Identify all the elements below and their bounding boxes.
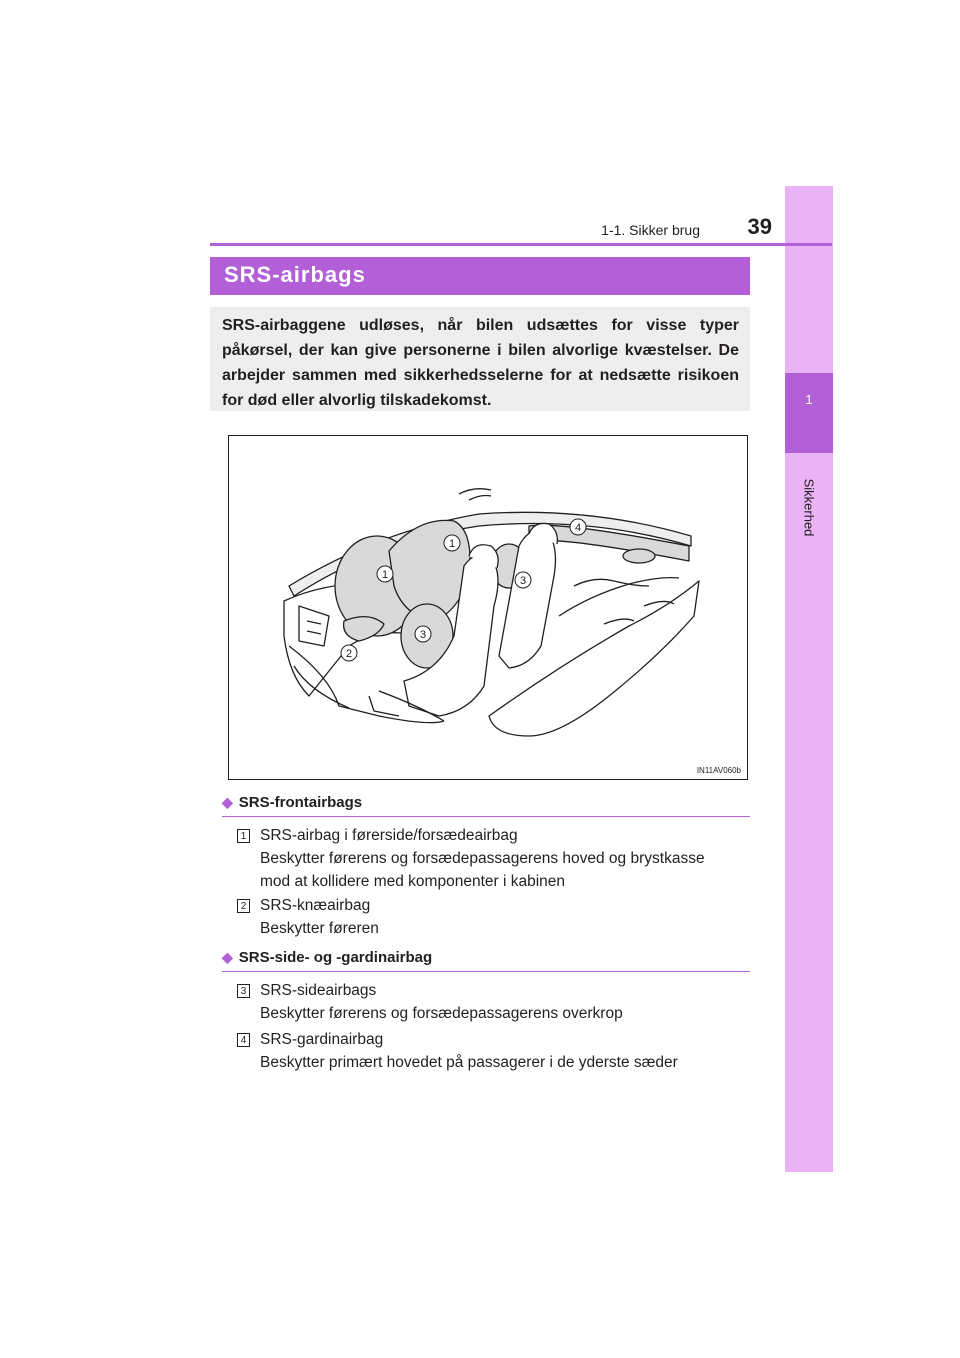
side-tab <box>785 186 833 1172</box>
intro-text: SRS-airbaggene udløses, når bilen udsættes for visse typer påkørsel, der kan give personerne i bilen alvorlige kvæstelser. De arbejder sammen med sikkerhedsselerne for at nedsætte risikoen for død eller alvorlig tilskadekomst. <box>222 317 739 409</box>
item-name: SRS-gardinairbag <box>260 1031 384 1048</box>
list-item <box>260 894 750 940</box>
item-number-box: 1 <box>237 829 250 843</box>
callout-1-passenger <box>444 535 460 551</box>
diamond-bullet-icon: ◆ <box>222 794 233 810</box>
page-number: 39 <box>747 214 772 239</box>
group-heading-side-curtain <box>222 949 432 966</box>
svg-text:3: 3 <box>419 629 427 641</box>
svg-text:1: 1 <box>448 538 456 550</box>
svg-text:4: 4 <box>574 522 582 534</box>
item-number-box: 4 <box>237 1033 250 1047</box>
list-item <box>260 1028 750 1074</box>
list-item <box>260 979 750 1025</box>
callout-4 <box>570 519 586 535</box>
item-desc: Beskytter primært hovedet på passagerer i de yderste sæder <box>260 1054 678 1071</box>
svg-text:3: 3 <box>519 575 527 587</box>
item-name: SRS-sideairbags <box>260 982 377 999</box>
group-title: SRS-frontairbags <box>238 794 363 811</box>
diamond-bullet-icon: ◆ <box>222 949 233 965</box>
callout-3-right <box>515 572 531 588</box>
car-interior-drawing <box>229 436 747 779</box>
item-number-box: 2 <box>237 899 250 913</box>
chapter-title: 1-1. Sikker brug <box>601 222 700 238</box>
item-desc: Beskytter føreren <box>260 920 379 937</box>
group-heading-frontairbags <box>222 794 362 811</box>
side-tab-number: 1 <box>805 392 813 407</box>
svg-text:2: 2 <box>345 648 353 660</box>
item-desc: mod at kollidere med komponenter i kabinen <box>260 873 566 890</box>
callout-1-driver <box>377 566 393 582</box>
section-title: SRS-airbags <box>224 262 366 287</box>
group-rule <box>222 816 750 817</box>
group-title: SRS-side- og -gardinairbag <box>238 949 433 966</box>
side-tab-active-section <box>785 373 833 453</box>
item-name: SRS-airbag i førerside/forsædeairbag <box>260 827 518 844</box>
group-rule <box>222 971 750 972</box>
airbag-illustration <box>228 435 748 780</box>
item-desc: Beskytter førerens og forsædepassagerens overkrop <box>260 1005 623 1022</box>
item-desc: Beskytter førerens og forsædepassagerens hoved og brystkasse <box>260 850 705 867</box>
item-number-box: 3 <box>237 984 250 998</box>
callout-2 <box>341 645 357 661</box>
side-tab-label: Sikkerhed <box>801 478 817 537</box>
svg-text:1: 1 <box>381 569 389 581</box>
header-rule <box>210 243 832 246</box>
item-name: SRS-knæairbag <box>260 897 371 914</box>
callout-3-left <box>415 626 431 642</box>
list-item <box>260 824 750 893</box>
figure-code: IN11AV060b <box>696 766 741 775</box>
